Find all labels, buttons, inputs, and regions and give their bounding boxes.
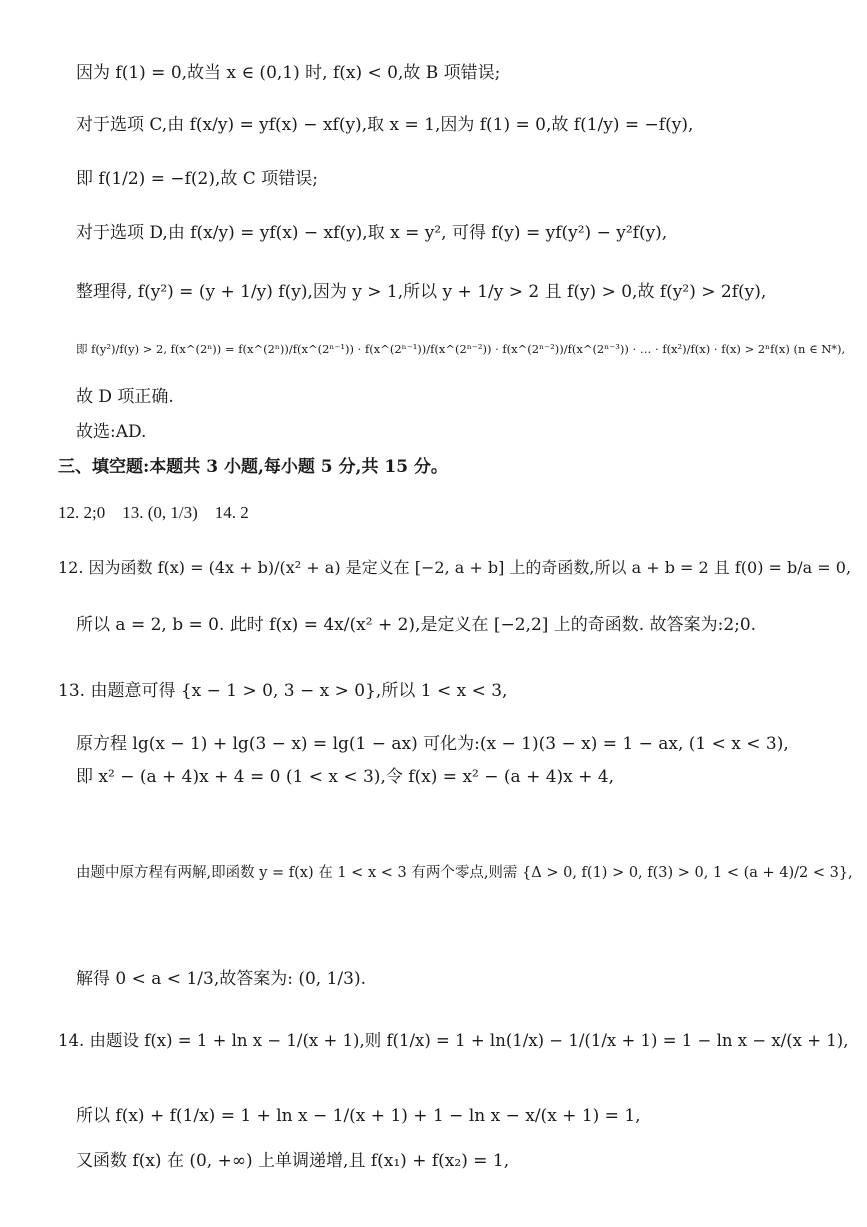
section-heading: 三、填空题:本题共 3 小题,每小题 5 分,共 15 分。 — [58, 457, 448, 477]
q14-setup: 14. 由题设 f(x) = 1 + ln x − 1/(x + 1),则 f(1/x) = 1 + ln(1/x) − 1/(1/x + 1) = 1 − ln x − x/(x + 1), — [58, 1031, 849, 1050]
q12-solution-line1: 12. 因为函数 f(x) = (4x + b)/(x² + a) 是定义在 [−2, a + b] 上的奇函数,所以 a + b = 2 且 f(0) = b/a = 0, — [58, 558, 852, 577]
line-b-wrong: 因为 f(1) = 0,故当 x ∈ (0,1) 时, f(x) < 0,故 B 项错误; — [76, 63, 501, 83]
line-answer-ad: 故选:AD. — [76, 422, 147, 442]
q13-conditions: 由题中原方程有两解,即函数 y = f(x) 在 1 < x < 3 有两个零点,则需 {Δ > 0, f(1) > 0, f(3) > 0, 1 < (a + 4)/2 < 3}, — [76, 865, 853, 881]
answer-summary: 12. 2;0 13. (0, 1/3) 14. 2 — [58, 503, 249, 522]
line-option-c: 对于选项 C,由 f(x/y) = yf(x) − xf(y),取 x = 1,因为 f(1) = 0,故 f(1/y) = −f(y), — [76, 115, 694, 135]
q13-result: 解得 0 < a < 1/3,故答案为: (0, 1/3). — [76, 969, 367, 989]
q13-domain: 13. 由题意可得 {x − 1 > 0, 3 − x > 0},所以 1 < x < 3, — [58, 681, 508, 701]
line-simplify: 整理得, f(y²) = (y + 1/y) f(y),因为 y > 1,所以 y + 1/y > 2 且 f(y) > 0,故 f(y²) > 2f(y), — [76, 282, 767, 302]
q14-sum-identity: 所以 f(x) + f(1/x) = 1 + ln x − 1/(x + 1) + 1 − ln x − x/(x + 1) = 1, — [76, 1106, 641, 1126]
q12-solution-line2: 所以 a = 2, b = 0. 此时 f(x) = 4x/(x² + 2),是定义在 [−2,2] 上的奇函数. 故答案为:2;0. — [76, 615, 757, 635]
line-d-correct: 故 D 项正确. — [76, 387, 174, 407]
line-option-d: 对于选项 D,由 f(x/y) = yf(x) − xf(y),取 x = y², 可得 f(y) = yf(y²) − y²f(y), — [76, 223, 668, 243]
line-product-chain: 即 f(y²)/f(y) > 2, f(x^(2ⁿ)) = f(x^(2ⁿ))/f(x^(2ⁿ⁻¹)) · f(x^(2ⁿ⁻¹))/f(x^(2ⁿ⁻²)) · f(x^(2ⁿ⁻²))/f(x^(2ⁿ⁻³)) · … · f(x²)/f(x) · f(x) > 2ⁿf(x) (n ∈ N*), — [76, 342, 846, 356]
q13-quadratic: 即 x² − (a + 4)x + 4 = 0 (1 < x < 3),令 f(x) = x² − (a + 4)x + 4, — [76, 767, 615, 787]
line-c-wrong: 即 f(1/2) = −f(2),故 C 项错误; — [76, 169, 318, 189]
q13-equation: 原方程 lg(x − 1) + lg(3 − x) = lg(1 − ax) 可化为:(x − 1)(3 − x) = 1 − ax, (1 < x < 3), — [76, 734, 789, 754]
q14-monotonic: 又函数 f(x) 在 (0, +∞) 上单调递增,且 f(x₁) + f(x₂) = 1, — [76, 1151, 510, 1171]
